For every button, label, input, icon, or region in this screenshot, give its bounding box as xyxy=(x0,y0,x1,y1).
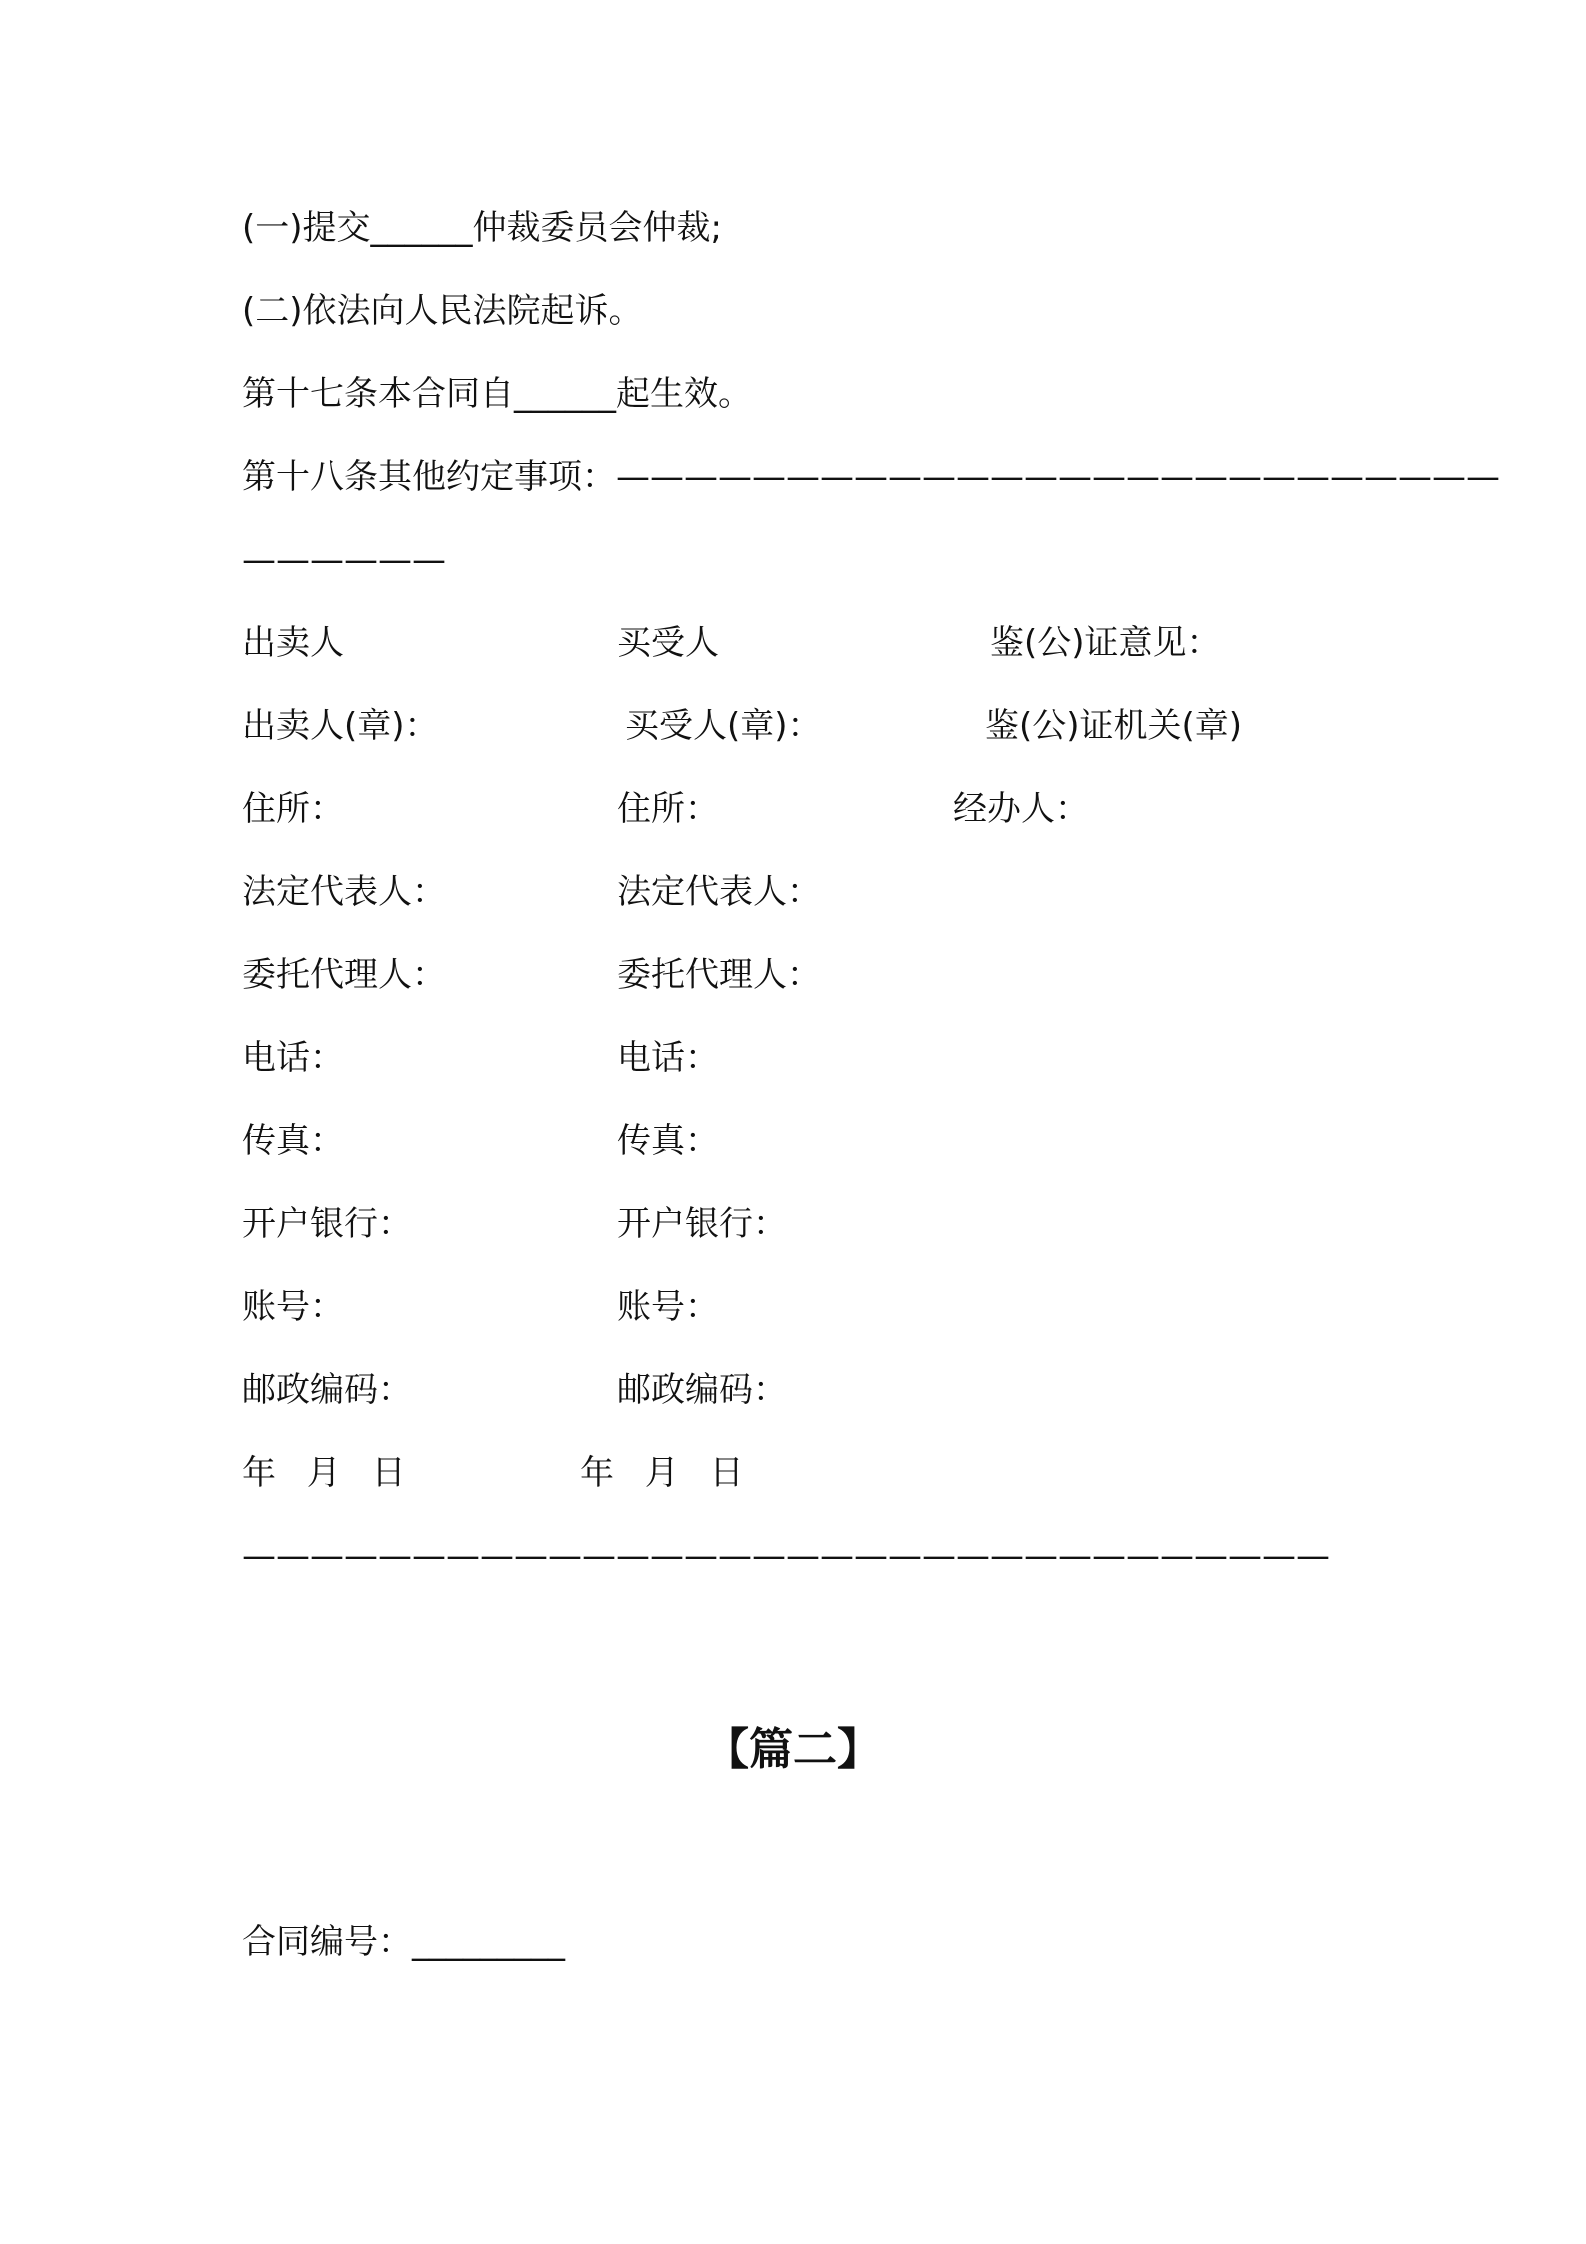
signature-header-row xyxy=(0,621,1586,665)
notary-opinion-heading: 鉴(公)证意见： xyxy=(990,623,1221,663)
buyer-agent-label: 委托代理人： xyxy=(617,955,821,995)
article-18-continuation: —————— xyxy=(242,540,446,580)
seller-legal-rep-label: 法定代表人： xyxy=(242,872,446,912)
notary-handler-label: 经办人： xyxy=(953,789,1089,829)
account-row xyxy=(0,1285,1586,1329)
seller-bank-label: 开户银行： xyxy=(242,1204,412,1244)
postcode-row xyxy=(0,1368,1586,1412)
seller-account-label: 账号： xyxy=(242,1287,344,1327)
seller-agent-label: 委托代理人： xyxy=(242,955,446,995)
seller-postcode-label: 邮政编码： xyxy=(242,1370,412,1410)
buyer-phone-label: 电话： xyxy=(617,1038,719,1078)
notary-office-seal-label: 鉴(公)证机关(章) xyxy=(985,706,1243,746)
seller-date: 年 月 日 xyxy=(242,1453,416,1493)
buyer-date: 年 月 日 xyxy=(580,1453,754,1493)
seller-phone-label: 电话： xyxy=(242,1038,344,1078)
address-row xyxy=(0,787,1586,831)
seller-seal-label: 出卖人(章)： xyxy=(242,706,439,746)
article-18: 第十八条其他约定事项：—————————————————————————— xyxy=(242,457,1500,497)
buyer-address-label: 住所： xyxy=(617,789,719,829)
fax-row xyxy=(0,1119,1586,1163)
seal-row xyxy=(0,704,1586,748)
clause-item-2: (二)依法向人民法院起诉。 xyxy=(242,291,643,331)
buyer-bank-label: 开户银行： xyxy=(617,1204,787,1244)
seller-fax-label: 传真： xyxy=(242,1121,344,1161)
bank-row xyxy=(0,1202,1586,1246)
legal-rep-row xyxy=(0,870,1586,914)
section-separator: ———————————————————————————————— xyxy=(242,1536,1330,1576)
buyer-fax-label: 传真： xyxy=(617,1121,719,1161)
buyer-postcode-label: 邮政编码： xyxy=(617,1370,787,1410)
phone-row xyxy=(0,1036,1586,1080)
buyer-seal-label: 买受人(章)： xyxy=(625,706,822,746)
seller-heading: 出卖人 xyxy=(242,623,344,663)
buyer-heading: 买受人 xyxy=(617,623,719,663)
buyer-account-label: 账号： xyxy=(617,1287,719,1327)
article-17: 第十七条本合同自______起生效。 xyxy=(242,374,752,414)
section-2-title: 【篇二】 xyxy=(705,1724,881,1775)
contract-number-line: 合同编号：_________ xyxy=(242,1922,565,1962)
agent-row xyxy=(0,953,1586,997)
seller-address-label: 住所： xyxy=(242,789,344,829)
buyer-legal-rep-label: 法定代表人： xyxy=(617,872,821,912)
clause-item-1: (一)提交______仲裁委员会仲裁; xyxy=(242,208,722,248)
